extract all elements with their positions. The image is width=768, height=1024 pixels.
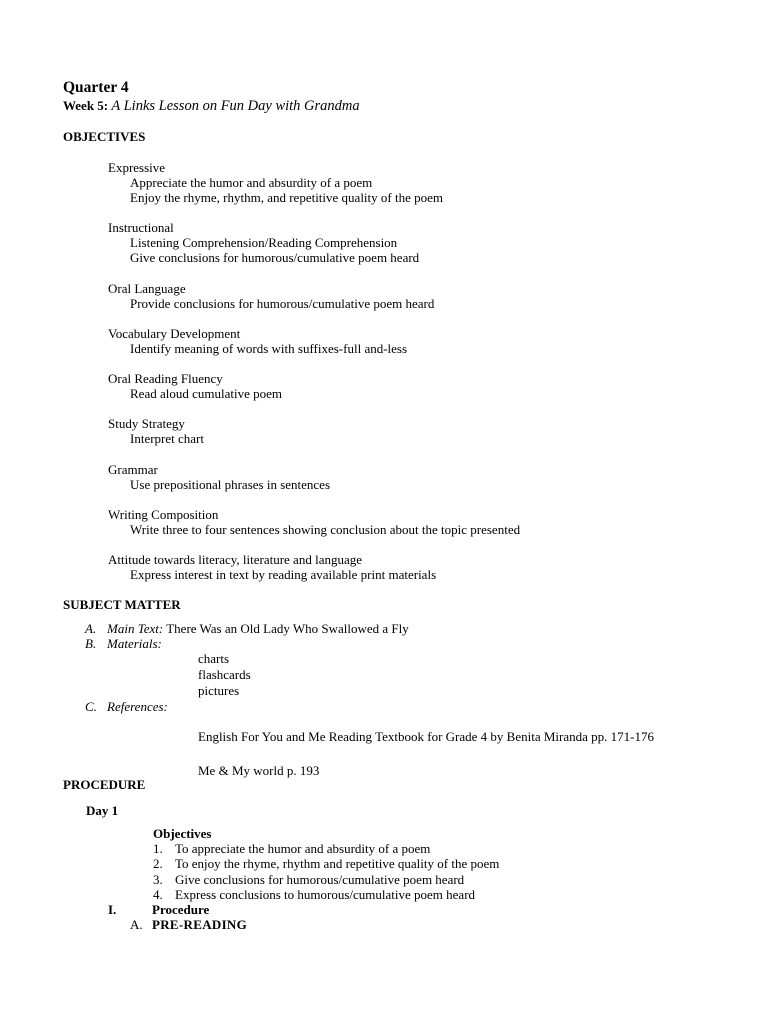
subject-matter-heading: SUBJECT MATTER xyxy=(63,597,181,612)
main-text-line xyxy=(107,621,409,636)
main-text-label: Main Text: xyxy=(107,621,164,636)
procedure-objectives-title: Objectives xyxy=(153,826,212,841)
objective-item: Write three to four sentences showing conclusion about the topic presented xyxy=(130,522,521,537)
objective-item: Use prepositional phrases in sentences xyxy=(130,477,331,492)
objective-group-title: Expressive xyxy=(108,160,166,175)
materials-label xyxy=(107,636,162,651)
objective-group-title: Oral Language xyxy=(108,281,186,296)
reference-item: English For You and Me Reading Textbook for Grade 4 by Benita Miranda pp. 171-176 xyxy=(198,729,654,744)
list-letter: B. xyxy=(85,636,97,651)
objective-group-title: Study Strategy xyxy=(108,416,185,431)
list-letter: C. xyxy=(85,699,97,714)
pre-reading-label: PRE-READING xyxy=(152,917,248,932)
objective-item: Read aloud cumulative poem xyxy=(130,386,282,401)
procedure-section-label: Procedure xyxy=(152,902,210,917)
material-item: flashcards xyxy=(198,667,251,682)
procedure-objective: To enjoy the rhyme, rhythm and repetitive quality of the poem xyxy=(175,856,500,871)
objective-group-title: Writing Composition xyxy=(108,507,219,522)
objective-item: Enjoy the rhyme, rhythm, and repetitive quality of the poem xyxy=(130,190,444,205)
section-roman-numeral: I. xyxy=(108,902,117,917)
procedure-heading: PROCEDURE xyxy=(63,777,146,792)
objective-item: Express interest in text by reading available print materials xyxy=(130,567,437,582)
quarter-heading: Quarter 4 xyxy=(63,79,129,96)
list-letter: A. xyxy=(85,621,97,636)
procedure-objective: Express conclusions to humorous/cumulative poem heard xyxy=(175,887,476,902)
references-label xyxy=(107,699,168,714)
objective-item: Identify meaning of words with suffixes-full and-less xyxy=(130,341,408,356)
objective-group-title: Vocabulary Development xyxy=(108,326,241,341)
material-item: pictures xyxy=(198,683,240,698)
main-text-value: There Was an Old Lady Who Swallowed a Fly xyxy=(166,621,409,636)
list-number: 2. xyxy=(153,856,163,871)
lesson-title: A Links Lesson on Fun Day with Grandma xyxy=(111,98,360,114)
week-label: Week 5: xyxy=(63,98,109,113)
objective-item: Provide conclusions for humorous/cumulative poem heard xyxy=(130,296,435,311)
objective-item: Listening Comprehension/Reading Comprehension xyxy=(130,235,398,250)
objective-group-title: Grammar xyxy=(108,462,158,477)
objective-group-title: Attitude towards literacy, literature and language xyxy=(108,552,363,567)
references-label-text: References: xyxy=(107,699,168,714)
procedure-objective: To appreciate the humor and absurdity of a poem xyxy=(175,841,431,856)
material-item: charts xyxy=(198,651,230,666)
objective-item: Appreciate the humor and absurdity of a poem xyxy=(130,175,373,190)
list-number: 3. xyxy=(153,872,163,887)
materials-label-text: Materials: xyxy=(107,636,162,651)
objective-group-title: Oral Reading Fluency xyxy=(108,371,223,386)
objective-item: Give conclusions for humorous/cumulative poem heard xyxy=(130,250,420,265)
day-heading: Day 1 xyxy=(86,803,119,818)
reference-item: Me & My world p. 193 xyxy=(198,763,320,778)
objective-item: Interpret chart xyxy=(130,431,204,446)
subsection-letter: A. xyxy=(130,917,143,932)
list-number: 4. xyxy=(153,887,163,902)
list-number: 1. xyxy=(153,841,163,856)
week-line xyxy=(63,98,360,114)
procedure-objective: Give conclusions for humorous/cumulative poem heard xyxy=(175,872,465,887)
objectives-heading: OBJECTIVES xyxy=(63,129,146,144)
objective-group-title: Instructional xyxy=(108,220,174,235)
